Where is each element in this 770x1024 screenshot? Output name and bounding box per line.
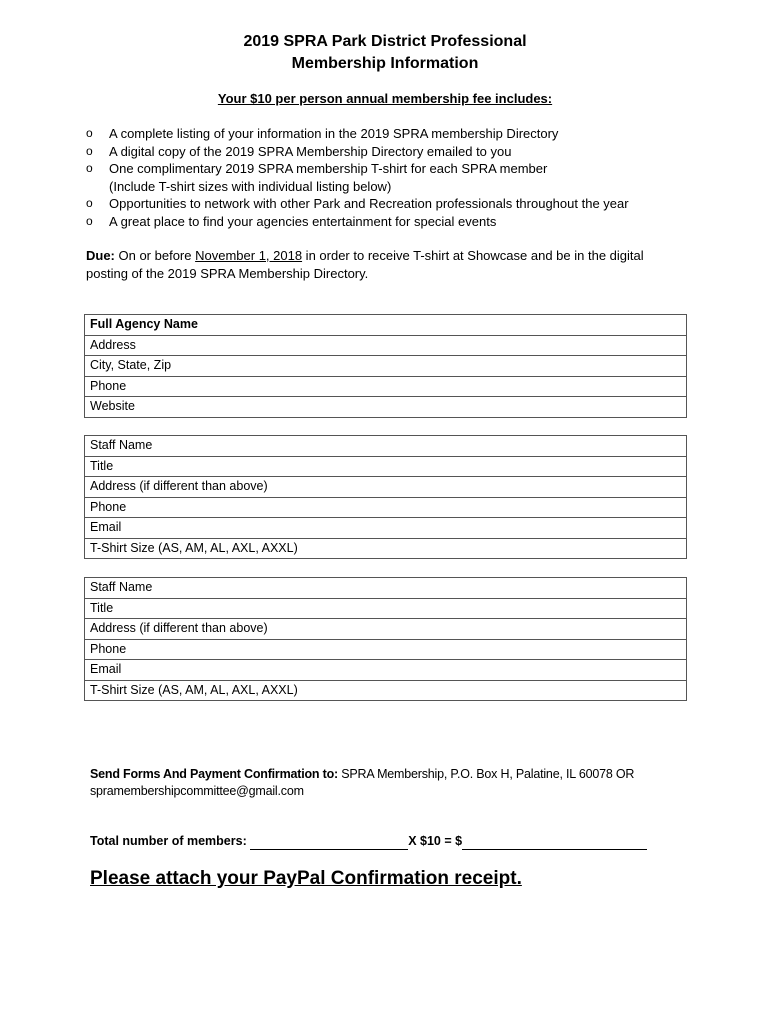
due-date-paragraph [86,247,686,283]
table-row [85,598,687,619]
table-row [85,397,687,418]
table-row [85,315,687,336]
table-row [85,456,687,477]
list-item [86,213,706,231]
agency-website-field[interactable]: Website [85,397,687,418]
page-title-line-2: Membership Information [291,55,479,72]
staff-phone-field[interactable]: Phone [85,639,687,660]
list-item-text: Opportunities to network with other Park and Recreation professionals throughout the year [109,196,629,211]
table-row [85,335,687,356]
staff-address-field[interactable]: Address (if different than above) [85,619,687,640]
send-forms-section [90,766,690,800]
bullet-icon: o [86,196,93,210]
tshirt-size-note: (Include T-shirt sizes with individual listing below) [109,178,392,194]
list-item [86,195,706,213]
table-row [85,376,687,397]
send-forms-label: Send Forms And Payment Confirmation to: [90,767,338,781]
staff-tshirt-size-field[interactable]: T-Shirt Size (AS, AM, AL, AXL, AXXL) [85,538,687,559]
staff-title-field[interactable]: Title [85,456,687,477]
fee-includes-heading: Your $10 per person annual membership fee includes: [217,91,553,106]
bullet-icon: o [86,143,93,158]
staff-name-field[interactable]: Staff Name [85,578,687,599]
agency-phone-field[interactable]: Phone [85,376,687,397]
due-text-before: On or before [114,248,196,263]
list-item-text: A complete listing of your information in the 2019 SPRA membership Directory [109,126,559,141]
bullet-icon: o [86,161,93,175]
staff-phone-field[interactable]: Phone [85,497,687,518]
list-item-text: A great place to find your agencies entertainment for special events [109,213,497,229]
table-row [85,497,687,518]
agency-address-field[interactable]: Address [85,335,687,356]
bullet-icon: o [86,126,93,140]
staff-address-field[interactable]: Address (if different than above) [85,477,687,498]
price-multiplier: X $10 = $ [408,834,463,848]
agency-name-field[interactable]: Full Agency Name [85,315,687,336]
list-item [86,125,706,143]
list-item-text: One complimentary 2019 SPRA membership T-shirt for each SPRA member [109,161,548,176]
due-date: November 1, 2018 [195,248,303,263]
send-forms-line [90,766,690,783]
table-row [85,538,687,559]
staff-email-field[interactable]: Email [85,518,687,539]
due-label: Due: [86,248,115,263]
page-title-line-1: 2019 SPRA Park District Professional [243,33,527,50]
agency-info-table [84,314,687,418]
staff-email-field[interactable]: Email [85,660,687,681]
total-members-label: Total number of members: [90,834,251,848]
table-row [85,619,687,640]
table-row [85,680,687,701]
table-row [85,477,687,498]
table-row [85,518,687,539]
list-item [86,160,706,178]
total-amount-blank[interactable] [462,835,647,850]
table-row [85,578,687,599]
due-text-after: in order to receive T-shirt at Showcase and be in the digital posting of the 2019 SPRA Membership Directory. [86,248,644,281]
staff-title-field[interactable]: Title [85,598,687,619]
table-row [85,436,687,457]
contact-email[interactable]: spramembershipcommittee@gmail.com [90,784,304,798]
bullet-icon: o [86,213,93,228]
staff-tshirt-size-field[interactable]: T-Shirt Size (AS, AM, AL, AXL, AXXL) [85,680,687,701]
paypal-receipt-notice: Please attach your PayPal Confirmation receipt. [90,868,522,889]
mailing-address: SPRA Membership, P.O. Box H, Palatine, IL 60078 OR [338,767,635,781]
table-row [85,660,687,681]
table-row [85,639,687,660]
agency-city-state-zip-field[interactable]: City, State, Zip [85,356,687,377]
list-item-text: A digital copy of the 2019 SPRA Membership Directory emailed to you [109,143,512,159]
staff-info-table-2 [84,577,687,701]
member-count-blank[interactable] [250,835,408,850]
list-item [86,143,706,161]
staff-name-field[interactable]: Staff Name [85,436,687,457]
benefits-list [86,125,706,230]
staff-info-table-1 [84,435,687,559]
total-members-line [90,832,710,850]
list-item-continuation [86,178,706,196]
table-row [85,356,687,377]
